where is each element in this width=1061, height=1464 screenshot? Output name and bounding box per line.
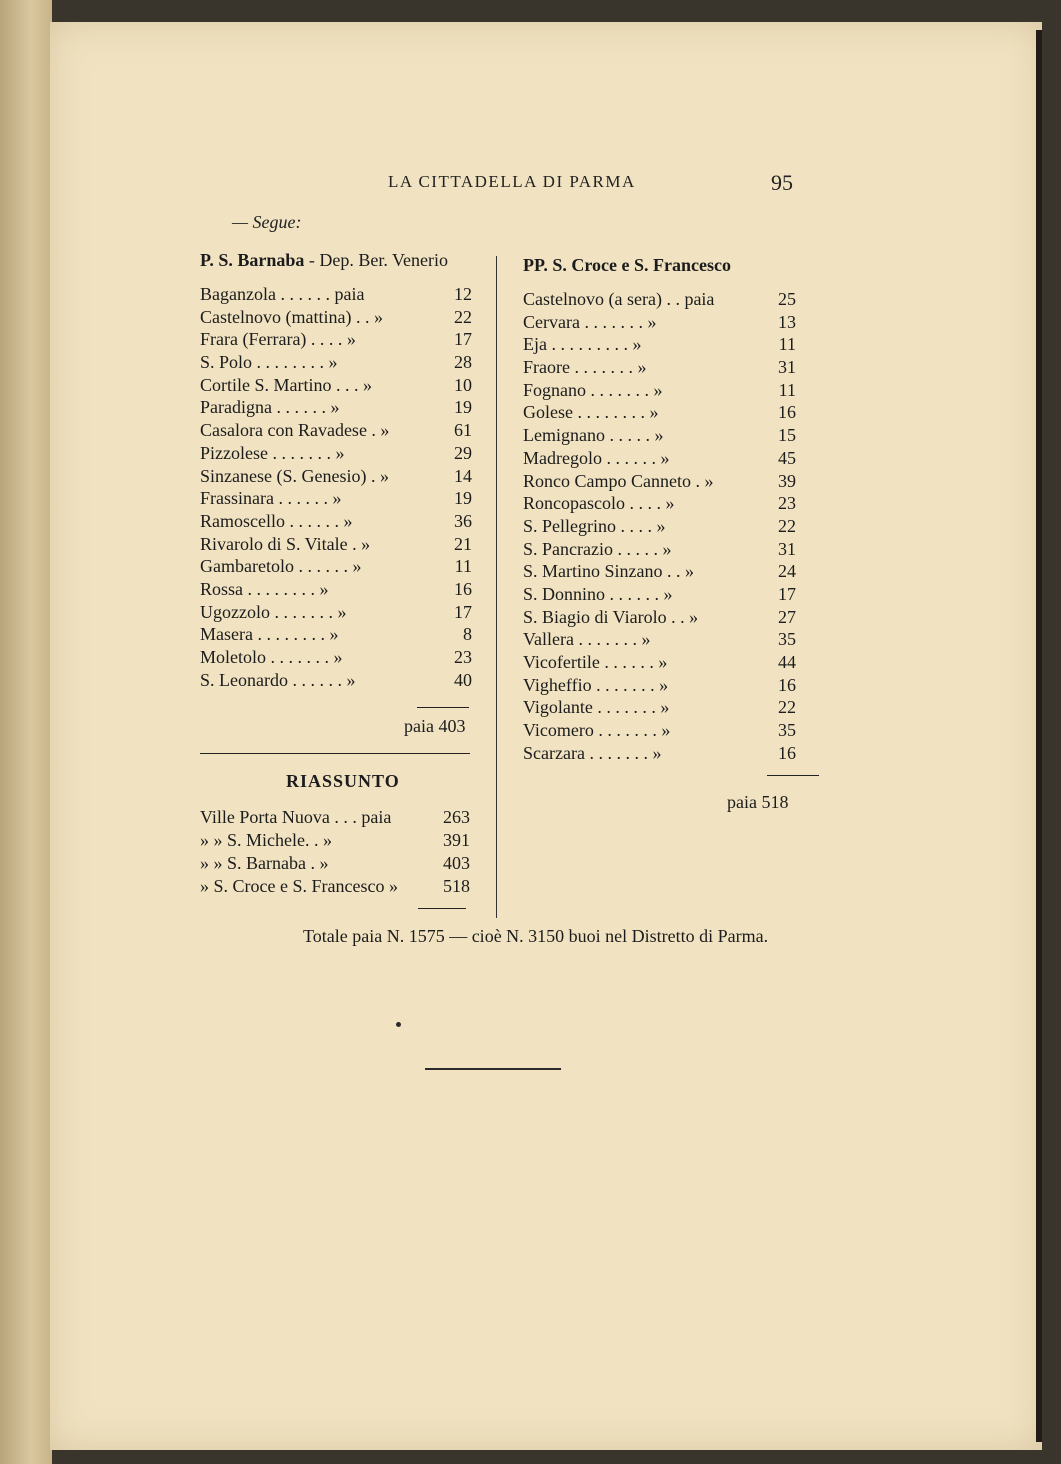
- list-item: [200, 419, 472, 442]
- list-item: [200, 669, 472, 692]
- right-total: paia 518: [727, 792, 789, 812]
- list-item: [200, 396, 472, 419]
- item-label: Ronco Campo Canneto . »: [523, 470, 714, 491]
- item-value: 15: [778, 425, 796, 446]
- list-item: [200, 852, 470, 875]
- left-rows: [200, 283, 472, 691]
- item-label: Frassinara . . . . . . »: [200, 488, 342, 509]
- list-item: [200, 374, 472, 397]
- item-value: 61: [454, 420, 472, 441]
- list-item: [523, 288, 796, 311]
- list-item: [200, 487, 472, 510]
- item-label: Paradigna . . . . . . »: [200, 397, 340, 418]
- list-item: [200, 623, 472, 646]
- item-label: Ramoscello . . . . . . »: [200, 510, 353, 531]
- item-value: 391: [443, 830, 470, 850]
- item-label: Masera . . . . . . . . »: [200, 624, 339, 645]
- list-item: [200, 806, 470, 829]
- item-value: 17: [454, 601, 472, 622]
- list-item: [523, 560, 796, 583]
- list-item: [523, 470, 796, 493]
- item-value: 10: [454, 374, 472, 395]
- item-value: 19: [454, 488, 472, 509]
- item-value: 44: [778, 652, 796, 672]
- item-label: Castelnovo (a sera) . . paia: [523, 289, 715, 309]
- item-label: Rivarolo di S. Vitale . »: [200, 533, 371, 554]
- item-label: Sinzanese (S. Genesio) . »: [200, 465, 389, 486]
- list-item: [523, 515, 796, 538]
- item-label: Cervara . . . . . . . »: [523, 311, 657, 332]
- item-value: 16: [778, 742, 796, 763]
- list-item: [523, 424, 796, 447]
- list-item: [200, 465, 472, 488]
- list-item: [523, 674, 796, 697]
- item-value: 35: [778, 629, 796, 650]
- left-heading-rest: - Dep. Ber. Venerio: [304, 250, 449, 270]
- list-item: [523, 311, 796, 334]
- item-label: S. Pancrazio . . . . . »: [523, 538, 672, 559]
- item-label: Fognano . . . . . . . »: [523, 379, 663, 400]
- column-divider: [496, 256, 497, 918]
- adjacent-page-edge: [0, 0, 52, 1464]
- item-value: 8: [463, 624, 472, 645]
- list-item: [523, 379, 796, 402]
- item-label: Cortile S. Martino . . . »: [200, 374, 372, 395]
- item-label: Moletolo . . . . . . . »: [200, 647, 343, 667]
- list-item: [523, 401, 796, 424]
- item-label: S. Polo . . . . . . . . »: [200, 352, 338, 373]
- list-item: [523, 742, 796, 765]
- item-label: Vicofertile . . . . . . »: [523, 652, 668, 672]
- item-label: Lemignano . . . . . »: [523, 425, 664, 446]
- list-item: [200, 328, 472, 351]
- item-label: Scarzara . . . . . . . »: [523, 742, 662, 763]
- list-item: [523, 492, 796, 515]
- list-item: [523, 356, 796, 379]
- list-item: [200, 351, 472, 374]
- right-column-heading: [523, 254, 796, 276]
- item-label: S. Biagio di Viarolo . . »: [523, 606, 699, 627]
- item-value: 11: [778, 334, 796, 355]
- section-divider: [200, 753, 470, 754]
- item-value: 23: [778, 493, 796, 514]
- item-value: 29: [454, 442, 472, 463]
- item-value: 28: [454, 352, 472, 373]
- left-heading-bold: P. S. Barnaba: [200, 250, 305, 270]
- item-value: 17: [778, 583, 796, 604]
- item-label: Gambaretolo . . . . . . »: [200, 556, 362, 577]
- item-label: Vallera . . . . . . . »: [523, 629, 651, 650]
- item-label: Vigheffio . . . . . . . »: [523, 674, 669, 695]
- page-edge-shadow: [1036, 30, 1042, 1442]
- list-item: [200, 306, 472, 329]
- item-value: 16: [778, 674, 796, 695]
- item-label: S. Leonardo . . . . . . »: [200, 669, 356, 690]
- ink-dot: [396, 1022, 401, 1027]
- item-label: Fraore . . . . . . . »: [523, 357, 647, 378]
- item-label: Pizzolese . . . . . . . »: [200, 442, 345, 463]
- right-column: [523, 254, 796, 764]
- item-value: 22: [454, 306, 472, 327]
- item-value: 22: [778, 697, 796, 718]
- item-value: 40: [454, 669, 472, 690]
- item-label: S. Martino Sinzano . . »: [523, 561, 694, 582]
- left-total: paia 403: [404, 716, 466, 736]
- right-rows: [523, 288, 796, 764]
- item-value: 39: [778, 470, 796, 491]
- item-value: 23: [454, 647, 472, 667]
- item-label: Golese . . . . . . . . »: [523, 402, 659, 423]
- item-label: » S. Croce e S. Francesco »: [200, 876, 398, 896]
- item-value: 45: [778, 447, 796, 468]
- item-label: Roncopascolo . . . . »: [523, 493, 675, 514]
- page-number: 95: [771, 170, 793, 195]
- riassunto-list: [200, 806, 470, 898]
- list-item: [200, 283, 472, 306]
- item-label: Casalora con Ravadese . »: [200, 420, 390, 441]
- item-label: Rossa . . . . . . . . »: [200, 578, 329, 599]
- item-label: » » S. Barnaba . »: [200, 853, 329, 873]
- grand-total: Totale paia N. 1575 — cioè N. 3150 buoi nel Distretto di Parma.: [303, 926, 769, 946]
- list-item: [200, 601, 472, 624]
- item-value: 27: [778, 606, 796, 627]
- item-label: S. Pellegrino . . . . »: [523, 515, 666, 536]
- page-title: LA CITTADELLA DI PARMA: [388, 172, 636, 191]
- item-value: 16: [454, 578, 472, 599]
- item-value: 35: [778, 720, 796, 741]
- list-item: [523, 583, 796, 606]
- item-value: 31: [778, 538, 796, 559]
- item-value: 24: [778, 561, 796, 582]
- item-label: » » S. Michele. . »: [200, 830, 332, 850]
- item-value: 263: [443, 807, 470, 827]
- item-value: 14: [454, 465, 472, 486]
- item-label: Vicomero . . . . . . . »: [523, 720, 671, 741]
- list-item: [200, 533, 472, 556]
- left-total-rule: [417, 707, 469, 708]
- list-item: [200, 829, 470, 852]
- list-item: [523, 719, 796, 742]
- list-item: [523, 696, 796, 719]
- item-value: 31: [778, 357, 796, 378]
- item-value: 11: [454, 556, 472, 577]
- item-value: 17: [454, 329, 472, 350]
- item-value: 25: [778, 289, 796, 309]
- left-column: [200, 249, 472, 691]
- item-value: 13: [778, 311, 796, 332]
- segue-label: — Segue:: [232, 212, 302, 232]
- riassunto-title: RIASSUNTO: [286, 771, 400, 791]
- item-value: 12: [454, 284, 472, 304]
- item-value: 21: [454, 533, 472, 554]
- list-item: [200, 442, 472, 465]
- list-item: [200, 646, 472, 669]
- list-item: [523, 447, 796, 470]
- list-item: [523, 628, 796, 651]
- riassunto-rule: [418, 908, 466, 909]
- item-value: 36: [454, 510, 472, 531]
- item-value: 19: [454, 397, 472, 418]
- item-label: Frara (Ferrara) . . . . »: [200, 329, 356, 350]
- right-total-rule: [767, 775, 819, 776]
- list-item: [200, 555, 472, 578]
- item-value: 518: [443, 876, 470, 896]
- item-value: 22: [778, 515, 796, 536]
- item-label: Eja . . . . . . . . . »: [523, 334, 642, 355]
- left-column-heading: [200, 249, 472, 271]
- item-label: Vigolante . . . . . . . »: [523, 697, 670, 718]
- item-value: 11: [778, 379, 796, 400]
- item-label: S. Donnino . . . . . . »: [523, 583, 673, 604]
- item-label: Ville Porta Nuova . . . paia: [200, 807, 392, 827]
- item-label: Castelnovo (mattina) . . »: [200, 306, 383, 327]
- list-item: [523, 538, 796, 561]
- right-heading-bold: PP. S. Croce e S. Francesco: [523, 255, 731, 275]
- list-item: [200, 578, 472, 601]
- item-label: Madregolo . . . . . . »: [523, 447, 670, 468]
- item-label: Baganzola . . . . . . paia: [200, 284, 365, 304]
- item-value: 16: [778, 402, 796, 423]
- list-item: [523, 651, 796, 674]
- item-label: Ugozzolo . . . . . . . »: [200, 601, 347, 622]
- item-value: 403: [443, 853, 470, 873]
- list-item: [200, 510, 472, 533]
- list-item: [523, 606, 796, 629]
- list-item: [200, 875, 470, 898]
- end-rule: [425, 1068, 561, 1070]
- list-item: [523, 333, 796, 356]
